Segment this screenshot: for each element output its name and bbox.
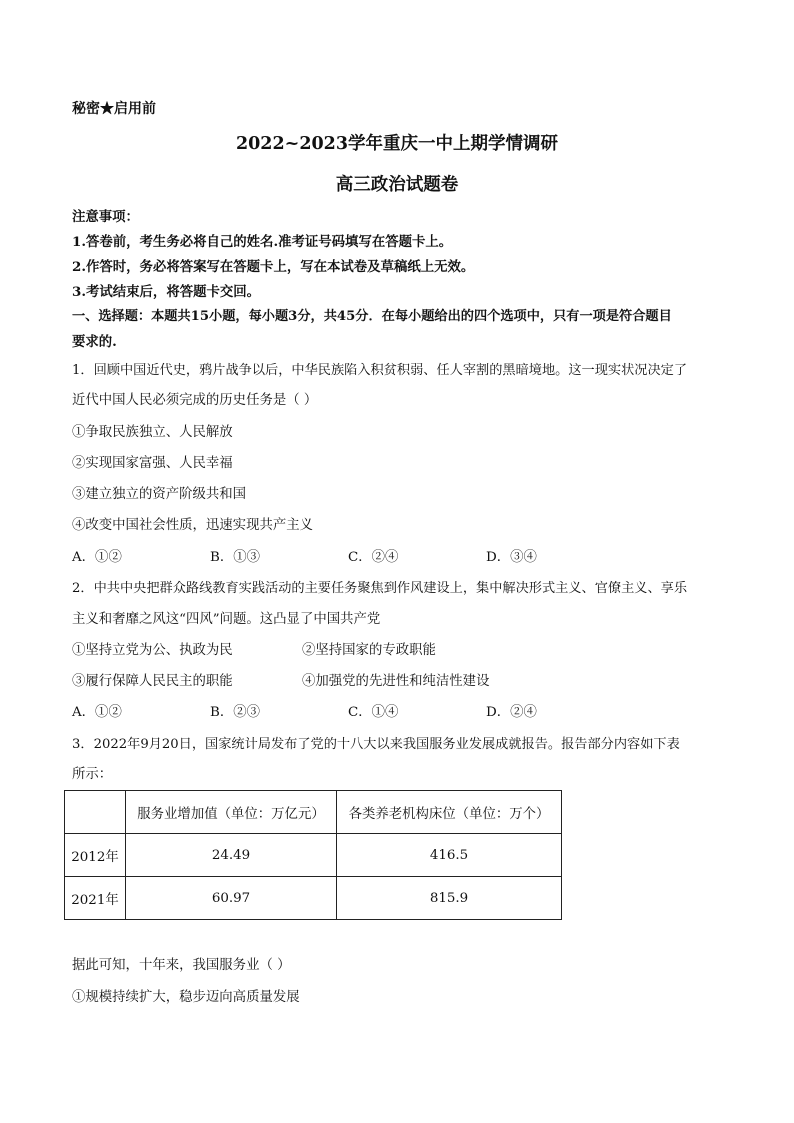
table-header-cell: 各类养老机构床位（单位：万个） xyxy=(337,791,562,834)
question-2-item: ①坚持立党为公、执政为民 xyxy=(72,643,233,658)
table-cell: 60.97 xyxy=(126,877,337,920)
table-row xyxy=(65,834,562,877)
question-1-stem: 1．回顾中国近代史，鸦片战争以后，中华民族陷入积贫积弱、任人宰割的黑暗境地。这一现实状况决定了 xyxy=(72,363,688,378)
table-cell: 416.5 xyxy=(337,834,562,877)
question-2-stem: 2．中共中央把群众路线教育实践活动的主要任务聚焦到作风建设上，集中解决形式主义、官僚主义、享乐 xyxy=(72,581,688,596)
question-1-item: ③建立独立的资产阶级共和国 xyxy=(72,487,247,502)
table-cell-year: 2012年 xyxy=(65,834,126,877)
question-2-option-d[interactable]: D．②④ xyxy=(486,705,537,720)
exam-subtitle: 高三政治试题卷 xyxy=(335,175,459,195)
exam-title: 2022~2023学年重庆一中上期学情调研 xyxy=(235,134,559,154)
question-1-option-c[interactable]: C．②④ xyxy=(348,550,399,565)
notice-heading: 注意事项： xyxy=(72,209,139,225)
question-1-option-a[interactable]: A．①② xyxy=(72,550,122,565)
question-3-prompt: 据此可知，十年来，我国服务业（ ） xyxy=(72,958,291,973)
question-1-option-d[interactable]: D．③④ xyxy=(486,550,537,565)
notice-item: 2.作答时，务必将答案写在答题卡上，写在本试卷及草稿纸上无效。 xyxy=(72,259,475,275)
question-3-item: ①规模持续扩大，稳步迈向高质量发展 xyxy=(72,990,300,1005)
question-2-item: ③履行保障人民民主的职能 xyxy=(72,674,233,689)
table-header-cell: 服务业增加值（单位：万亿元） xyxy=(126,791,337,834)
table-header-row xyxy=(65,791,562,834)
question-2-option-a[interactable]: A．①② xyxy=(72,705,122,720)
table-cell: 24.49 xyxy=(126,834,337,877)
table-row xyxy=(65,877,562,920)
table-cell-year: 2021年 xyxy=(65,877,126,920)
statistics-table xyxy=(64,790,562,920)
question-3-stem-cont: 所示： xyxy=(72,767,113,782)
question-2-item: ②坚持国家的专政职能 xyxy=(302,643,436,658)
table-header-cell xyxy=(65,791,126,834)
question-2-option-b[interactable]: B．②③ xyxy=(210,705,261,720)
table-cell: 815.9 xyxy=(337,877,562,920)
question-1-item: ①争取民族独立、人民解放 xyxy=(72,425,233,440)
question-2-stem-cont: 主义和奢靡之风这“四风”问题。这凸显了中国共产党 xyxy=(72,612,381,627)
section-heading: 一、选择题：本题共15小题，每小题3分，共45分．在每小题给出的四个选项中，只有一项是符合题目 xyxy=(72,309,672,324)
notice-item: 1.答卷前，考生务必将自己的姓名.准考证号码填写在答题卡上。 xyxy=(72,234,453,250)
question-1-option-b[interactable]: B．①③ xyxy=(210,550,261,565)
question-1-item: ②实现国家富强、人民幸福 xyxy=(72,456,233,471)
section-heading-cont: 要求的. xyxy=(72,334,117,350)
question-2-item: ④加强党的先进性和纯洁性建设 xyxy=(302,674,490,689)
question-1-item: ④改变中国社会性质，迅速实现共产主义 xyxy=(72,518,314,533)
question-3-stem: 3．2022年9月20日，国家统计局发布了党的十八大以来我国服务业发展成就报告。报告部分内容如下表 xyxy=(72,737,680,752)
confidential-mark: 秘密★启用前 xyxy=(72,101,156,117)
question-1-stem-cont: 近代中国人民必须完成的历史任务是（ ） xyxy=(72,393,318,408)
notice-item: 3.考试结束后，将答题卡交回。 xyxy=(72,284,261,300)
question-2-option-c[interactable]: C．①④ xyxy=(348,705,399,720)
